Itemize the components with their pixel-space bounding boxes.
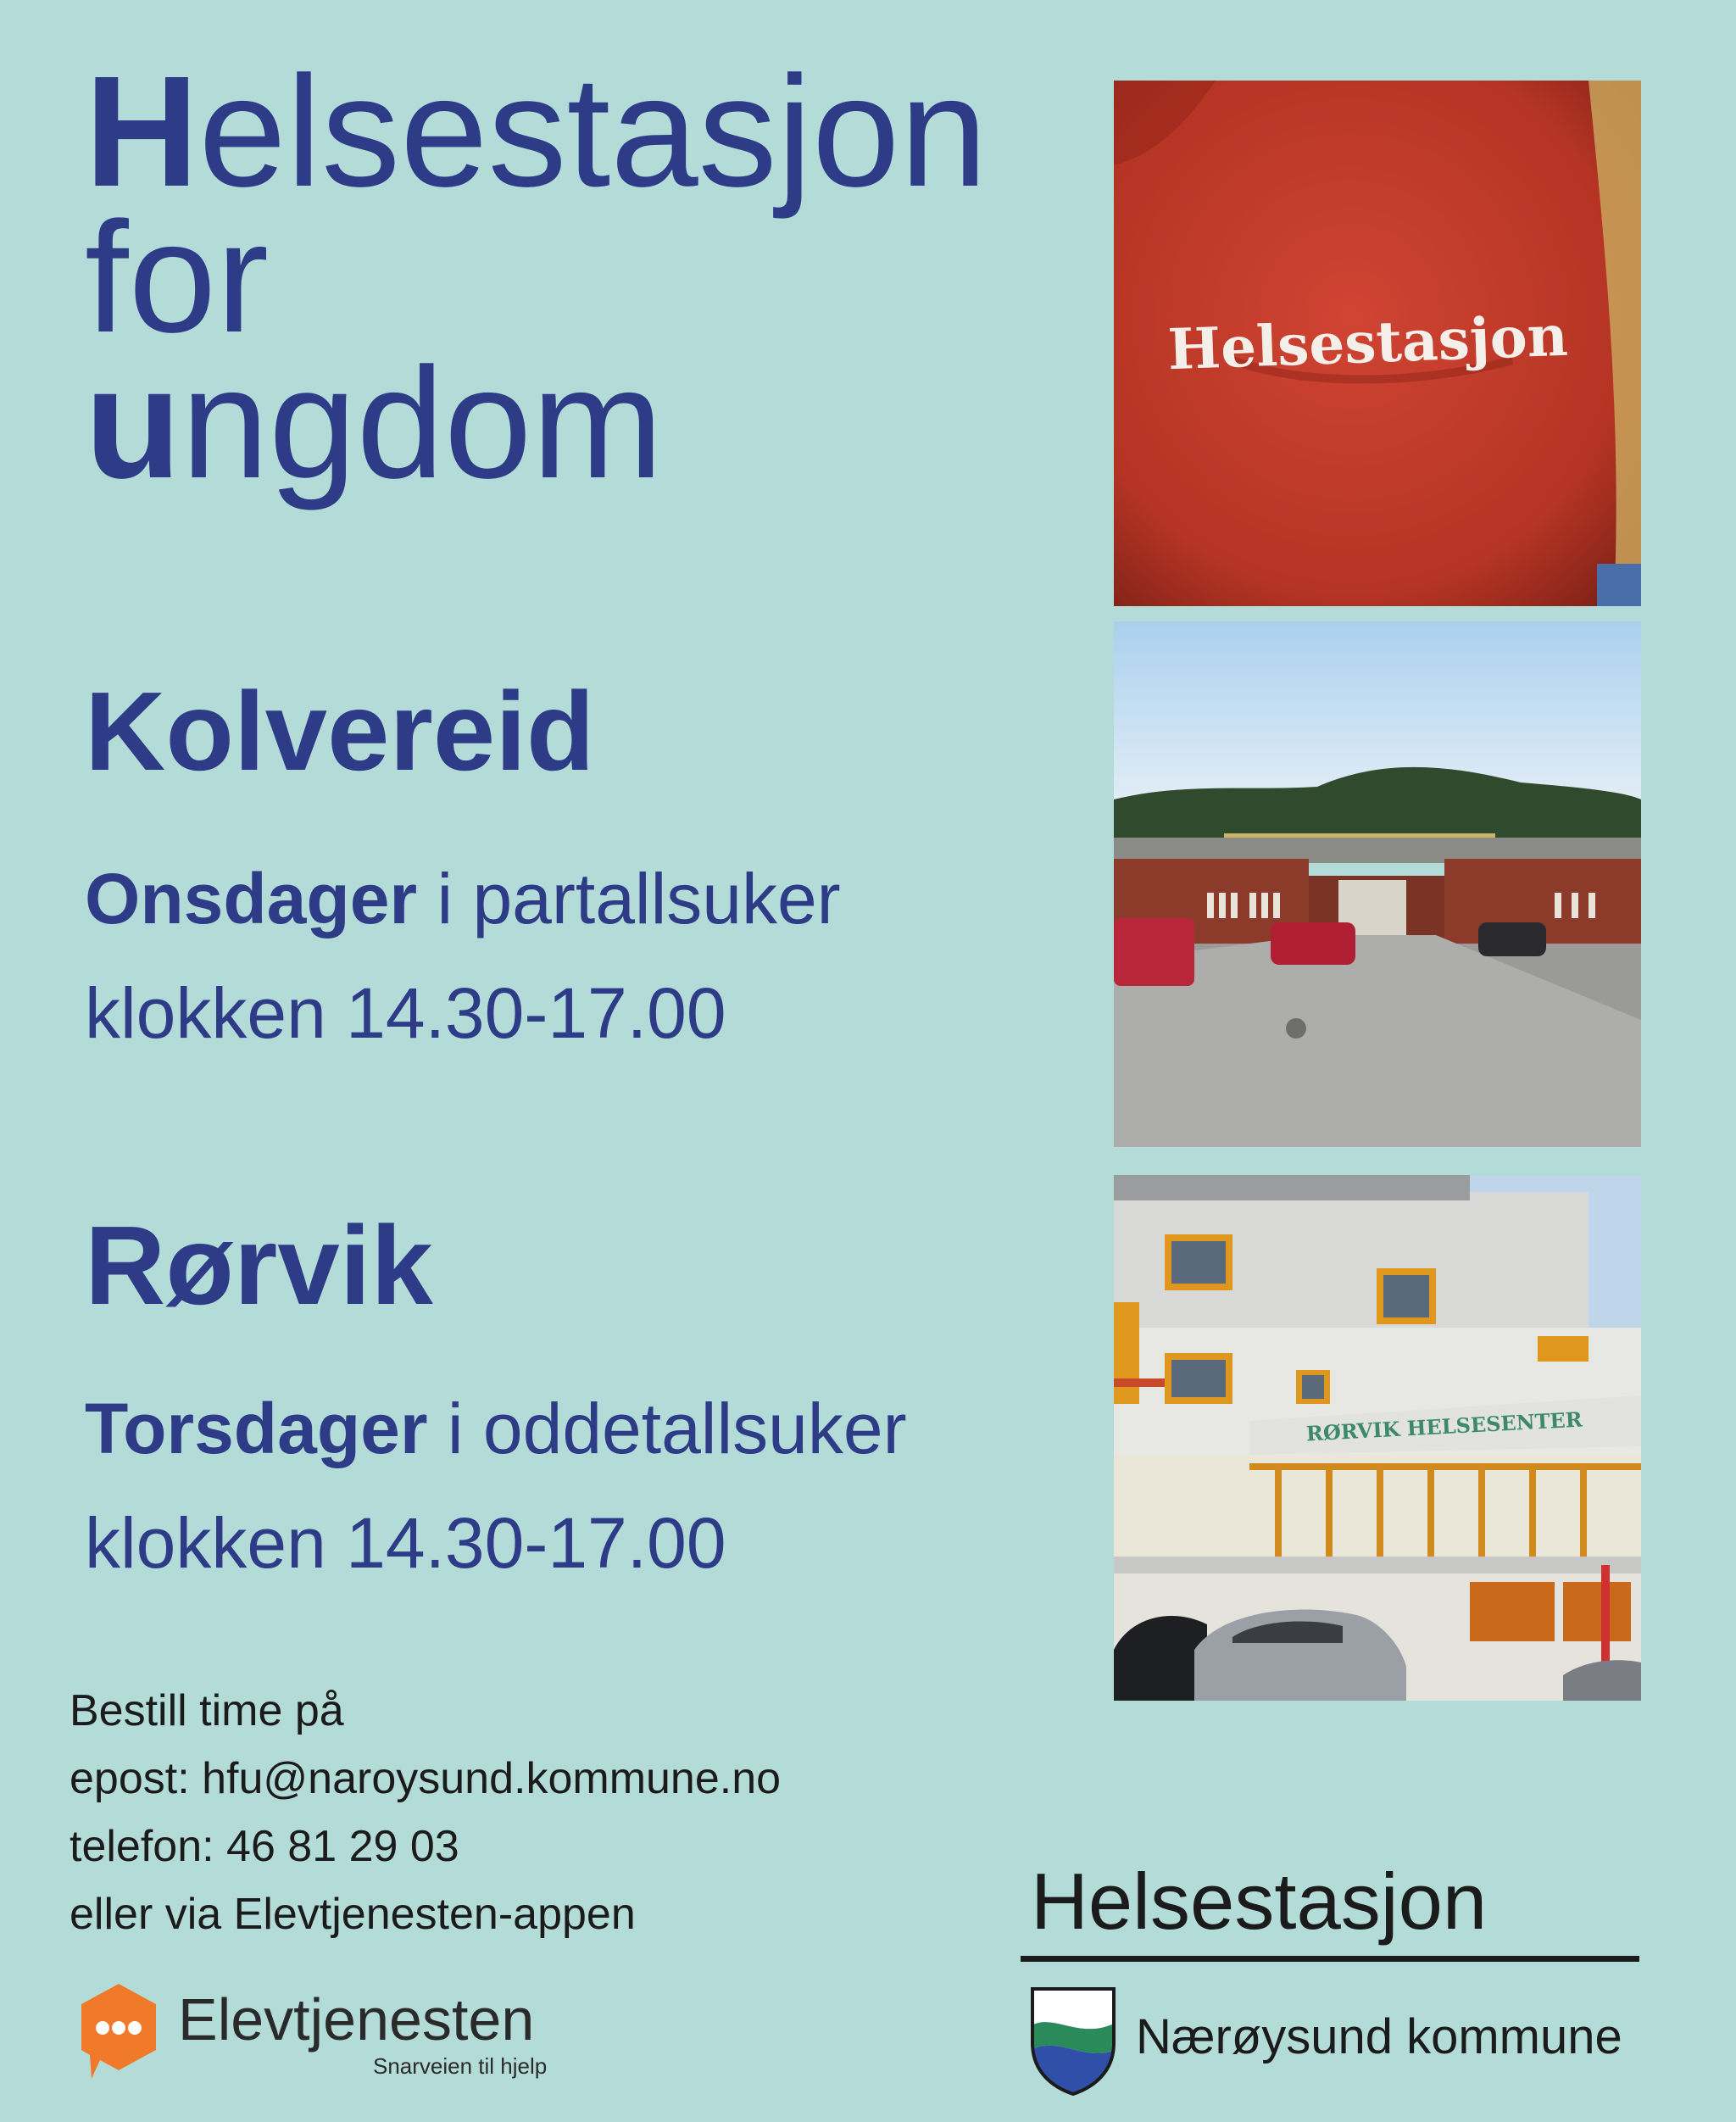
photo-rorvik-building (1114, 1175, 1641, 1701)
kolvereid-day-bold: Onsdager (85, 859, 418, 938)
helsestasjon-logo-title: Helsestasjon (1031, 1857, 1488, 1946)
location-kolvereid-day (85, 856, 841, 941)
title-rest-3: ngdom (181, 336, 664, 511)
title-line-3 (85, 336, 1085, 511)
logo-divider (1021, 1956, 1639, 1962)
location-rorvik-time: klokken 14.30-17.00 (85, 1503, 726, 1583)
red-shirt-image (1114, 81, 1641, 606)
location-kolvereid-name: Kolvereid (85, 669, 595, 794)
booking-app: eller via Elevtjenesten-appen (70, 1890, 636, 1939)
rorvik-day-rest: i oddetallsuker (427, 1389, 907, 1468)
kolvereid-day-rest: i partallsuker (417, 859, 841, 938)
title-line-1 (85, 44, 1085, 220)
photo-kolvereid-building (1114, 621, 1641, 1147)
title-cap-u: u (85, 336, 181, 511)
title-cap-h: H (85, 44, 199, 220)
sign-text: RØRVIK HELSESENTER (1305, 1406, 1583, 1446)
elevtjenesten-logo (76, 1980, 585, 2082)
elevtjenesten-tagline: Snarveien til hjelp (373, 2053, 548, 2079)
location-rorvik-name: Rørvik (85, 1203, 433, 1328)
location-kolvereid-time: klokken 14.30-17.00 (85, 973, 726, 1053)
photo-red-shirt (1114, 81, 1641, 606)
booking-info (70, 1677, 781, 1948)
elevtjenesten-name: Elevtjenesten (178, 1986, 535, 2052)
booking-email[interactable]: epost: hfu@naroysund.kommune.no (70, 1754, 782, 1803)
shirt-text: Helsestasjon (1166, 302, 1569, 383)
booking-phone[interactable]: telefon: 46 81 29 03 (70, 1822, 459, 1871)
rorvik-day-bold: Torsdager (85, 1389, 428, 1468)
booking-line-1: Bestill time på (70, 1686, 344, 1735)
location-rorvik-day (85, 1386, 907, 1471)
rorvik-building-image (1114, 1175, 1641, 1701)
municipal-crest-icon (1027, 1984, 1119, 2097)
kolvereid-building-image (1114, 621, 1641, 1147)
municipality-name: Nærøysund kommune (1136, 2009, 1622, 2064)
title-rest-1: elsestasjon (198, 44, 988, 220)
title-line-2: for (85, 190, 270, 365)
chat-bubble-hexagon-icon (76, 1980, 161, 2082)
page-title (85, 44, 1085, 511)
